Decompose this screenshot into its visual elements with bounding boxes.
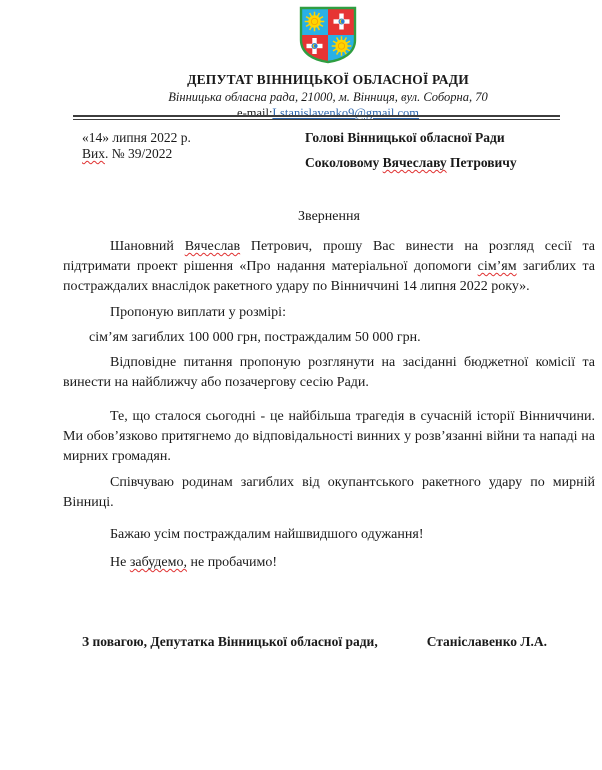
- text-run: Петровичу: [446, 155, 517, 170]
- ref-word-misspelled: Вих: [82, 146, 105, 161]
- recipient-title: Голові Вінницької обласної Ради: [305, 130, 505, 145]
- vinnytsia-coat-of-arms-icon: [298, 6, 358, 64]
- text-run: загиблих та постраждалих внаслідок ракетного удару по Вінниччині 14 липня 2022 року».: [63, 259, 595, 294]
- recipient-block: [305, 130, 517, 171]
- paragraph-committee: Відповідне питання пропоную розглянути на засіданні бюджетної комісії та винести на найближчу або позачергову сесію Ради.: [63, 355, 595, 390]
- date-block: [82, 130, 191, 162]
- name-misspelled: Вячеслав: [184, 239, 241, 254]
- org-address: Вінницька обласна рада, 21000, м. Вінниця, вул. Соборна, 70: [168, 90, 488, 104]
- email-label: e-mail:: [237, 106, 273, 120]
- org-title: ДЕПУТАТ ВІННИЦЬКОЇ ОБЛАСНОЇ РАДИ: [187, 72, 469, 87]
- header-divider: [73, 115, 560, 120]
- signature-left: З повагою, Депутатка Вінницької обласної ради,: [82, 634, 378, 649]
- word-misspelled: забудемо,: [129, 555, 187, 570]
- letter-body: [63, 207, 595, 573]
- word-misspelled: сім’ям: [477, 259, 517, 274]
- paragraph-amounts: сім’ям загиблих 100 000 грн, постраждалим 50 000 грн.: [89, 330, 421, 345]
- letterhead: [53, 6, 602, 121]
- paragraph-tragedy: Те, що сталося сьогодні - це найбільша трагедія в сучасній історії Вінниччини. Ми обов’язково притягнемо до відповідальності винних у розв’язанні війни та нападі на мирних громадян.: [63, 409, 595, 464]
- letter-ref-number: [82, 146, 191, 162]
- text-run: Петрович, прошу Вас винести на розгляд сесії та підтримати проект рішення «Про надання матеріальної допомоги: [63, 239, 595, 274]
- text-run: Соколовому: [305, 155, 383, 170]
- email-link[interactable]: Lstanislavenko9@gmail.com: [272, 106, 419, 120]
- paragraph-closing-slogan: [63, 553, 595, 573]
- text-run: Шановний: [110, 239, 185, 254]
- document-title: Звернення: [298, 209, 360, 224]
- name-misspelled: Вячеславу: [382, 155, 447, 170]
- paragraph-condolences: Співчуваю родинам загиблих від окупантського ракетного удару по мирній Вінниці.: [63, 475, 595, 510]
- ref-number-rest: . № 39/2022: [104, 146, 173, 161]
- paragraph-request: [63, 237, 595, 297]
- text-run: Не: [110, 555, 130, 570]
- signature-right: Станіславенко Л.А.: [426, 634, 547, 649]
- signature-row: [82, 634, 547, 650]
- text-run: не пробачимо!: [186, 555, 278, 570]
- paragraph-recovery-wish: Бажаю усім постраждалим найшвидшого одужання!: [110, 527, 424, 542]
- letter-date: «14» липня 2022 р.: [82, 130, 191, 145]
- recipient-name: [305, 155, 517, 171]
- paragraph-proposal: Пропоную виплати у розмірі:: [110, 305, 286, 320]
